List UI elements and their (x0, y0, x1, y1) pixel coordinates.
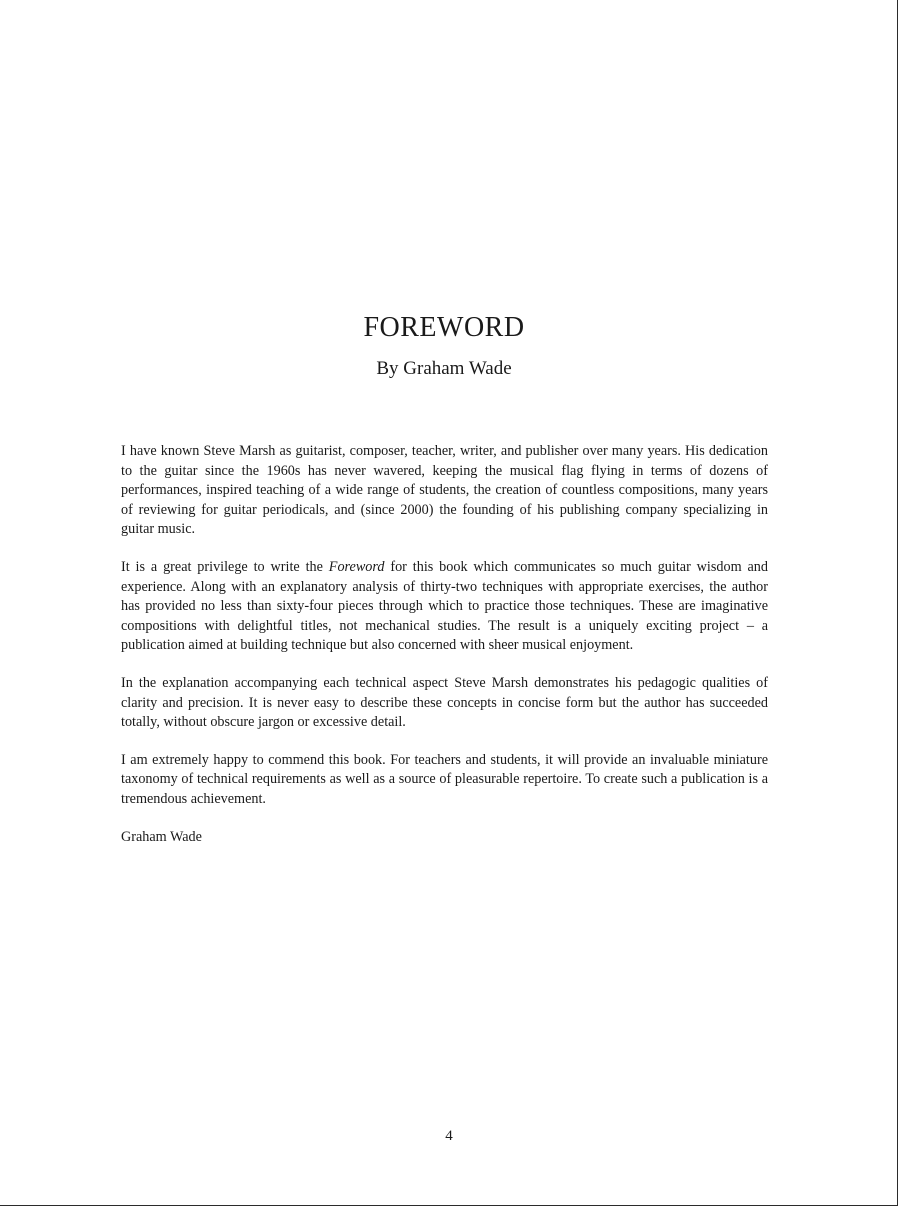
paragraph-2-start: It is a great privilege to write the (121, 558, 329, 575)
paragraph-2-end: for this book which communicates so much guitar wisdom and experience. Along with an explanatory analysis of thirty-two techniques with appropriate exercises, the author has provided no less than sixty-four pieces through which to practice those techniques. These are imaginative compositions with delightful titles, not mechanical studies. The result is a uniquely exciting project – a publication aimed at building technique but also concerned with sheer musical enjoyment. (121, 558, 768, 654)
foreword-italic: Foreword (328, 558, 385, 575)
paragraph-3: In the explanation accompanying each technical aspect Steve Marsh demonstrates his pedagogic qualities of clarity and precision. It is never easy to describe these concepts in concise form but the author has succeeded totally, without obscure jargon or excessive detail. (121, 674, 768, 731)
author-byline: By Graham Wade (376, 358, 512, 379)
signature: Graham Wade (121, 828, 202, 845)
paragraph-2 (121, 558, 768, 656)
page-title: FOREWORD (363, 312, 525, 343)
paragraph-4: I am extremely happy to commend this book. For teachers and students, it will provide an invaluable miniature taxonomy of technical requirements as well as a source of pleasurable repertoire. To create such a publication is a tremendous achievement. (121, 751, 768, 807)
paragraph-1: I have known Steve Marsh as guitarist, composer, teacher, writer, and publisher over many years. His dedication to the guitar since the 1960s has never wavered, keeping the musical flag flying in terms of dozens of performances, inspired teaching of a wide range of students, the creation of countless compositions, many years of reviewing for guitar periodicals, and (since 2000) the founding of his publishing company specializing in guitar music. (121, 443, 768, 538)
page-number: 4 (445, 1128, 453, 1144)
foreword-body (121, 442, 768, 865)
